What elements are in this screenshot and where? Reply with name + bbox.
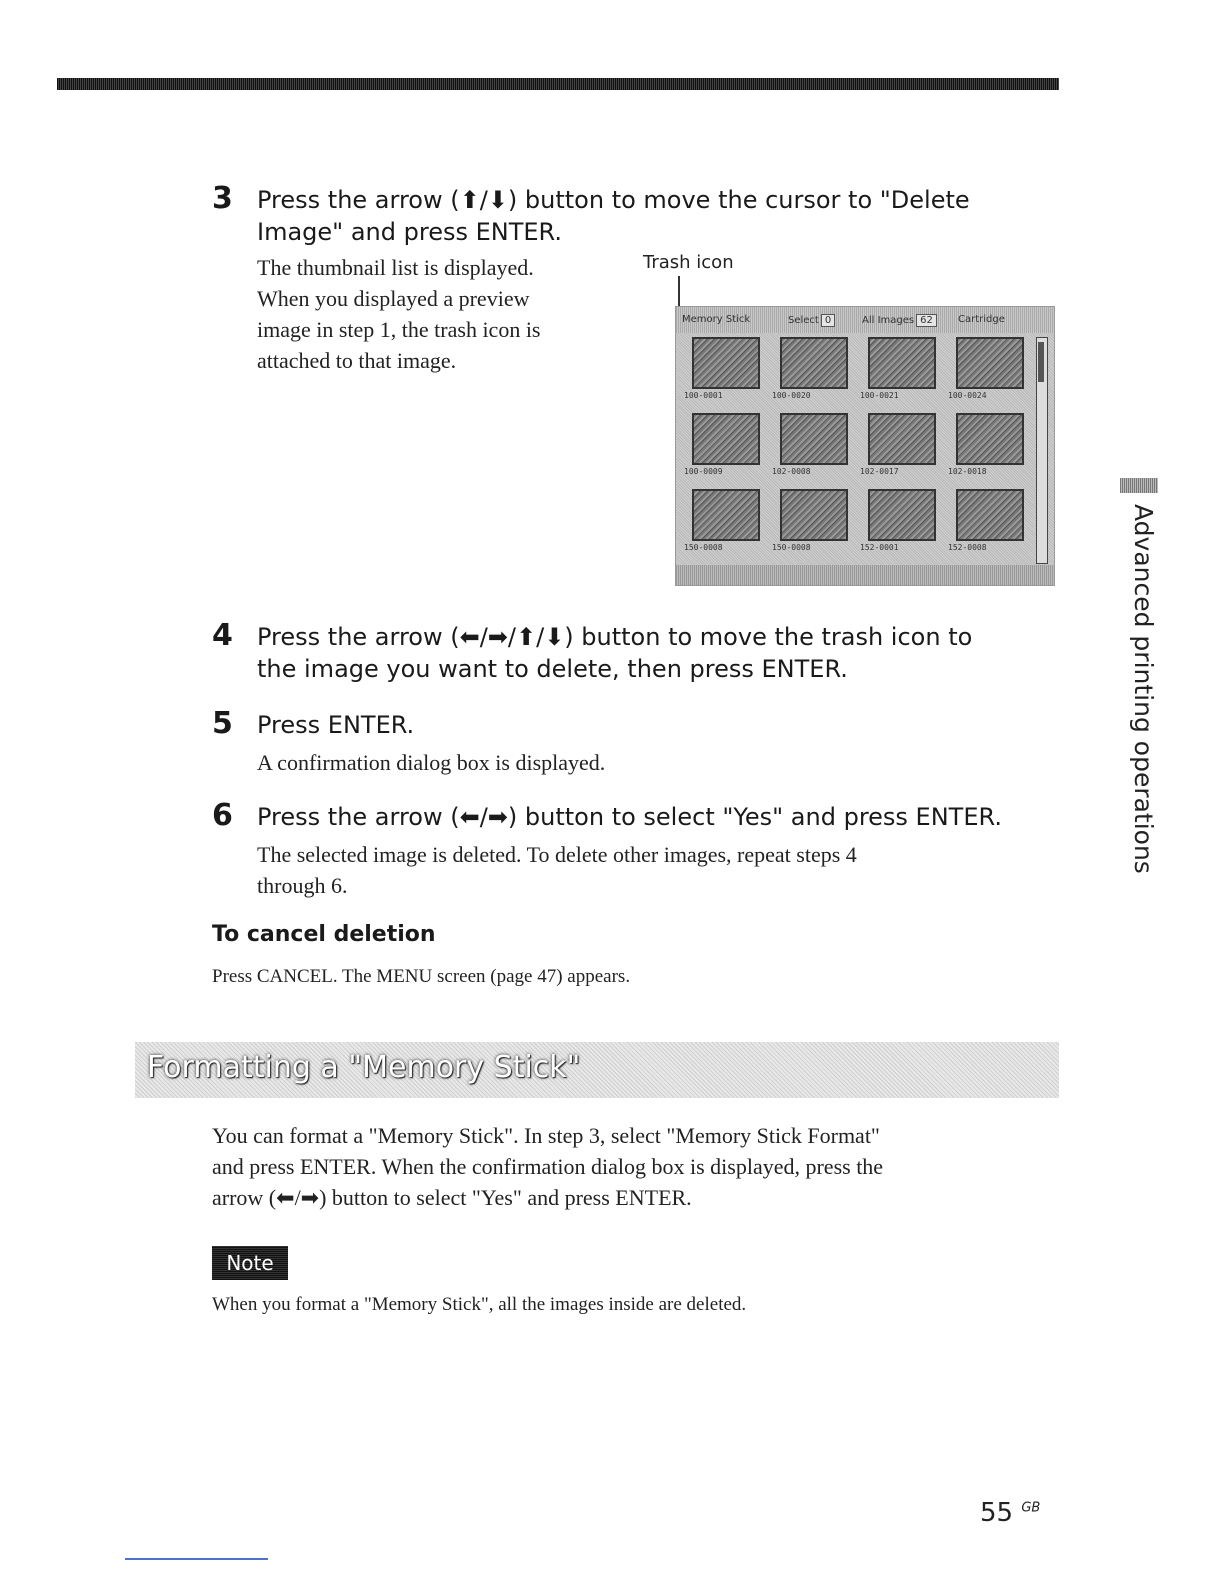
step-number: 6 (212, 798, 233, 833)
body-line: image in step 1, the trash icon is (257, 317, 541, 342)
top-rule (57, 78, 1059, 90)
step-number: 4 (212, 618, 233, 653)
thumbnail (858, 337, 938, 409)
note-badge: Note (212, 1246, 288, 1280)
page-number (980, 1498, 1040, 1528)
thumbnail-image (780, 413, 848, 465)
trash-icon-caption: Trash icon (643, 252, 734, 273)
scrollbar-knob (1038, 342, 1044, 382)
format-paragraph (212, 1120, 883, 1213)
thumbnail-caption: 100-0021 (860, 391, 899, 400)
thumbnail (858, 489, 938, 561)
section-banner (135, 1042, 1059, 1098)
paragraph-line: arrow (⬅/➡) button to select "Yes" and press ENTER. (212, 1185, 692, 1210)
step-title-line: Press the arrow (⬅/➡/⬆/⬇) button to move the trash icon to (257, 623, 973, 651)
thumbnail-image (780, 489, 848, 541)
thumbnail-caption: 102-0018 (948, 467, 987, 476)
cancel-heading: To cancel deletion (212, 922, 436, 947)
all-images-count (862, 314, 937, 327)
all-images-value: 62 (916, 314, 937, 327)
thumbnail (858, 413, 938, 485)
select-count (788, 314, 835, 327)
page-number-value: 55 (980, 1498, 1014, 1528)
body-line: A confirmation dialog box is displayed. (257, 750, 606, 775)
thumbnail-caption: 100-0024 (948, 391, 987, 400)
thumbnail-image (780, 337, 848, 389)
step-title (257, 621, 972, 685)
thumbnail-image (692, 413, 760, 465)
step-title-line: Press ENTER. (257, 711, 415, 739)
side-tab-marker (1120, 478, 1158, 493)
thumbnail-caption: 100-0020 (772, 391, 811, 400)
step-body (257, 747, 605, 778)
section-title: Formatting a "Memory Stick" (147, 1050, 581, 1085)
step-title (257, 801, 1002, 833)
thumbnail-caption: 152-0008 (948, 543, 987, 552)
trash-icon (692, 337, 760, 389)
thumbnail-caption: 100-0009 (684, 467, 723, 476)
page-number-suffix: GB (1021, 1500, 1041, 1516)
paragraph-line: and press ENTER. When the confirmation dialog box is displayed, press the (212, 1154, 884, 1179)
cartridge-label: Cartridge (958, 314, 1005, 325)
select-value: 0 (821, 314, 835, 327)
thumbnail (682, 489, 762, 561)
step-body (257, 252, 541, 376)
thumbnail-caption: 152-0001 (860, 543, 899, 552)
thumbnail-image (956, 413, 1024, 465)
step-number: 3 (212, 181, 233, 216)
screen-footer (676, 565, 1054, 585)
thumbnail (770, 413, 850, 485)
select-label: Select (788, 315, 819, 326)
body-line: The selected image is deleted. To delete other images, repeat steps 4 (257, 842, 857, 867)
all-images-label: All Images (862, 315, 915, 326)
thumbnail (682, 337, 762, 409)
side-tab-label: Advanced printing operations (1129, 504, 1158, 874)
step-title (257, 184, 970, 248)
note-text: When you format a "Memory Stick", all the images inside are deleted. (212, 1294, 747, 1315)
thumbnail-image (956, 489, 1024, 541)
thumbnail (946, 337, 1026, 409)
thumbnail-caption: 100-0001 (684, 391, 723, 400)
step-title (257, 709, 414, 741)
thumbnail (682, 413, 762, 485)
body-line: When you displayed a preview (257, 286, 530, 311)
step-title-line: the image you want to delete, then press ENTER. (257, 655, 848, 683)
body-line: through 6. (257, 873, 348, 898)
thumbnail-caption: 150-0008 (684, 543, 723, 552)
step-title-line: Image" and press ENTER. (257, 218, 562, 246)
screen-scrollbar (1036, 337, 1048, 564)
paragraph-line: You can format a "Memory Stick". In step 3, select "Memory Stick Format" (212, 1123, 880, 1148)
body-line: attached to that image. (257, 348, 457, 373)
thumbnail-image (868, 413, 936, 465)
step-number: 5 (212, 706, 233, 741)
thumbnail (770, 337, 850, 409)
thumbnail-image (868, 489, 936, 541)
thumbnail (946, 413, 1026, 485)
step-title-line: Press the arrow (⬅/➡) button to select "Yes" and press ENTER. (257, 803, 1002, 831)
bottom-accent-line (125, 1558, 268, 1560)
thumbnail-image (868, 337, 936, 389)
screen-header (676, 307, 1054, 333)
thumbnail-screen-figure (675, 306, 1055, 586)
thumbnail-caption: 102-0017 (860, 467, 899, 476)
body-line: The thumbnail list is displayed. (257, 255, 534, 280)
thumbnail-image (692, 489, 760, 541)
step-title-line: Press the arrow (⬆/⬇) button to move the cursor to "Delete (257, 186, 970, 214)
thumbnail (946, 489, 1026, 561)
step-body (257, 839, 857, 901)
thumbnail-caption: 102-0008 (772, 467, 811, 476)
thumbnail-image (956, 337, 1024, 389)
thumbnail (770, 489, 850, 561)
cancel-body: Press CANCEL. The MENU screen (page 47) appears. (212, 966, 631, 987)
thumbnail-caption: 150-0008 (772, 543, 811, 552)
memory-stick-label: Memory Stick (682, 314, 751, 325)
